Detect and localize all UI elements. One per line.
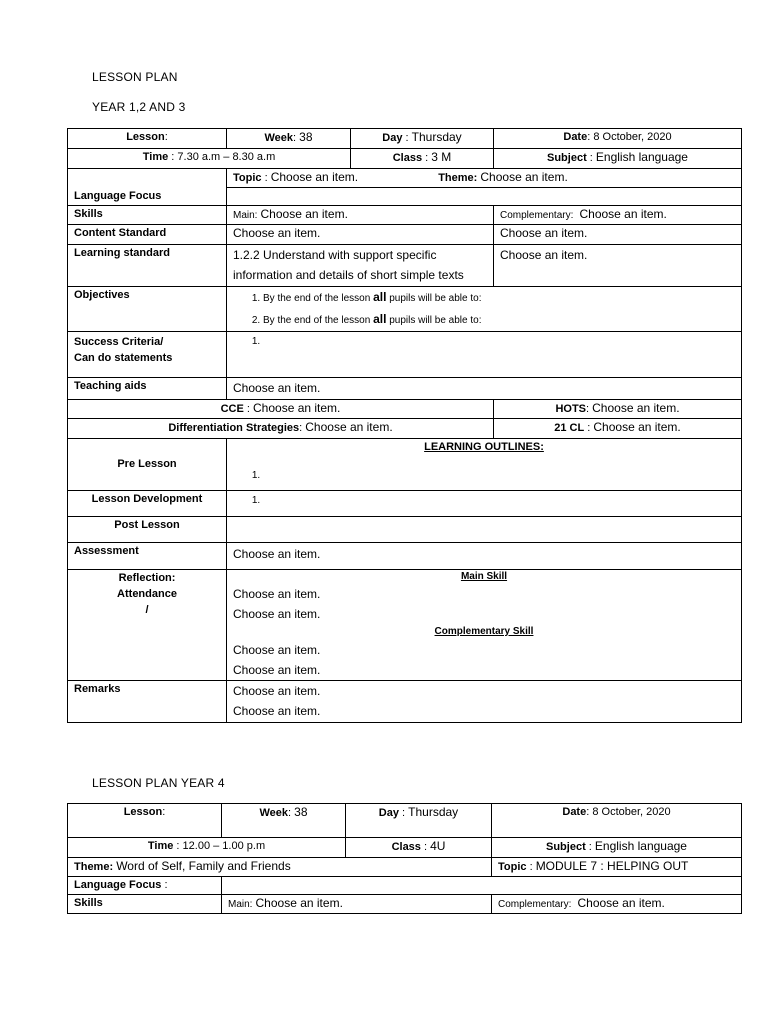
y4-day-cell: Day : Thursday <box>346 804 492 838</box>
week-cell: Week: 38 <box>227 129 351 149</box>
cce-value[interactable]: Choose an item. <box>253 401 341 415</box>
y4-header-row-1 <box>68 804 742 838</box>
assessment-row <box>68 543 742 570</box>
remarks-item[interactable]: Choose an item. <box>233 684 321 698</box>
remarks-label: Remarks <box>68 681 227 723</box>
content-standard-main[interactable]: Choose an item. <box>227 225 494 245</box>
language-focus-value <box>227 188 742 206</box>
success-criteria-row <box>68 332 742 378</box>
success-criteria-item <box>263 332 735 352</box>
objective-item: 2. By the end of the lesson all pupils will be able to: <box>263 309 735 331</box>
lesson-cell: Lesson: <box>68 129 227 149</box>
hots-cell: HOTS: Choose an item. <box>494 400 742 419</box>
lesson-development-row <box>68 491 742 517</box>
y4-skills-comp-cell: Complementary: Choose an item. <box>492 895 742 914</box>
post-lesson-row <box>68 517 742 543</box>
objectives-cell[interactable] <box>227 287 742 332</box>
objectives-label: Objectives <box>68 287 227 332</box>
differentiation-cell: Differentiation Strategies: Choose an item. <box>68 419 494 439</box>
remarks-row <box>68 681 742 723</box>
success-criteria-label: Success Criteria/ Can do statements <box>68 332 227 378</box>
pre-lesson-list <box>233 466 735 486</box>
post-lesson-label: Post Lesson <box>68 517 227 543</box>
success-criteria-cell[interactable] <box>227 332 742 378</box>
content-standard-row <box>68 225 742 245</box>
y4-topic-cell: Topic : MODULE 7 : HELPING OUT <box>492 858 742 877</box>
topic-value[interactable]: Choose an item. <box>270 170 359 184</box>
class-cell: Class : 3 M <box>351 149 494 169</box>
learning-standard-row <box>68 245 742 287</box>
cce-hots-row <box>68 400 742 419</box>
teaching-aids-value[interactable]: Choose an item. <box>227 378 742 400</box>
lesson-development-item <box>263 491 735 511</box>
pre-lesson-row <box>68 439 742 491</box>
y4-skills-main-value[interactable]: Choose an item. <box>255 896 343 910</box>
objectives-list <box>233 287 735 331</box>
lesson-plan-table-2 <box>67 803 742 914</box>
pre-lesson-cell[interactable] <box>227 439 742 491</box>
reflection-label-cell: Reflection: Attendance / <box>68 570 227 681</box>
y4-theme-value[interactable]: Word of Self, Family and Friends <box>116 859 291 873</box>
topic-theme-cell: Topic : Choose an item. Theme: Choose an item. <box>227 169 742 188</box>
date-cell: Date: 8 October, 2020 <box>494 129 742 149</box>
y4-week-cell: Week: 38 <box>222 804 346 838</box>
y4-subject-cell: Subject : English language <box>492 838 742 858</box>
topic-theme-row <box>68 169 742 188</box>
main-skill-item[interactable]: Choose an item. <box>233 607 321 621</box>
pre-lesson-label: Pre Lesson <box>68 439 227 491</box>
differentiation-value[interactable]: Choose an item. <box>305 420 393 434</box>
language-focus-label: Language Focus <box>68 188 227 206</box>
year4-heading: LESSON PLAN YEAR 4 <box>92 776 225 790</box>
learning-outlines-heading: LEARNING OUTLINES: <box>424 441 544 453</box>
skills-comp-value[interactable]: Choose an item. <box>579 207 667 221</box>
main-skill-heading: Main Skill <box>460 571 508 582</box>
assessment-label: Assessment <box>68 543 227 570</box>
language-focus-row <box>68 188 742 206</box>
y4-theme-topic-row <box>68 858 742 877</box>
pre-lesson-item <box>263 466 735 486</box>
lesson-development-cell[interactable] <box>227 491 742 517</box>
cl21-value[interactable]: Choose an item. <box>593 420 681 434</box>
comp-skill-item[interactable]: Choose an item. <box>233 663 321 677</box>
y4-language-focus-row <box>68 877 742 895</box>
skills-row <box>68 206 742 225</box>
skills-main-value[interactable]: Choose an item. <box>260 207 348 221</box>
lesson-development-list <box>233 491 735 511</box>
reflection-row <box>68 570 742 681</box>
content-standard-comp[interactable]: Choose an item. <box>494 225 742 245</box>
skills-main-cell: Main: Choose an item. <box>227 206 494 225</box>
main-skill-item[interactable]: Choose an item. <box>233 587 321 601</box>
lesson-plan-table-1 <box>67 128 742 723</box>
post-lesson-cell[interactable] <box>227 517 742 543</box>
learning-standard-label: Learning standard <box>68 245 227 287</box>
y4-skills-comp-value[interactable]: Choose an item. <box>577 896 665 910</box>
y4-language-focus-label: Language Focus : <box>68 877 222 895</box>
y4-time-cell: Time : 12.00 – 1.00 p.m <box>68 838 346 858</box>
differentiation-row <box>68 419 742 439</box>
hots-value[interactable]: Choose an item. <box>592 401 680 415</box>
y4-language-focus-value[interactable] <box>222 877 742 895</box>
theme-value[interactable]: Choose an item. <box>480 170 568 184</box>
y4-lesson-cell: Lesson: <box>68 804 222 838</box>
objectives-row <box>68 287 742 332</box>
learning-standard-main[interactable]: 1.2.2 Understand with support specific information and details of short simple texts <box>227 245 494 287</box>
teaching-aids-row <box>68 378 742 400</box>
learning-standard-comp[interactable]: Choose an item. <box>494 245 742 287</box>
year-heading: YEAR 1,2 AND 3 <box>92 100 186 114</box>
remarks-cell[interactable] <box>227 681 742 723</box>
y4-theme-cell: Theme: Word of Self, Family and Friends <box>68 858 492 877</box>
header-row-1 <box>68 129 742 149</box>
y4-skills-label: Skills <box>68 895 222 914</box>
comp-skill-heading: Complementary Skill <box>434 626 534 637</box>
blank-cell <box>68 169 227 188</box>
skills-label: Skills <box>68 206 227 225</box>
main-skill-list <box>233 584 735 624</box>
day-cell: Day : Thursday <box>351 129 494 149</box>
subject-cell: Subject : English language <box>494 149 742 169</box>
lesson-plan-heading: LESSON PLAN <box>92 70 178 84</box>
remarks-item[interactable]: Choose an item. <box>233 704 321 718</box>
cce-cell: CCE : Choose an item. <box>68 400 494 419</box>
skills-comp-cell: Complementary: Choose an item. <box>494 206 742 225</box>
lesson-development-label: Lesson Development <box>68 491 227 517</box>
content-standard-label: Content Standard <box>68 225 227 245</box>
reflection-cell[interactable] <box>227 570 742 681</box>
objective-item: 1. By the end of the lesson all pupils will be able to: <box>263 287 735 309</box>
y4-header-row-2 <box>68 838 742 858</box>
cl21-cell: 21 CL : Choose an item. <box>494 419 742 439</box>
header-row-2 <box>68 149 742 169</box>
assessment-value[interactable]: Choose an item. <box>227 543 742 570</box>
time-cell: Time : 7.30 a.m – 8.30 a.m <box>68 149 351 169</box>
y4-skills-row <box>68 895 742 914</box>
teaching-aids-label: Teaching aids <box>68 378 227 400</box>
y4-date-cell: Date: 8 October, 2020 <box>492 804 742 838</box>
y4-topic-value[interactable]: MODULE 7 : HELPING OUT <box>535 859 689 873</box>
comp-skill-list <box>233 640 735 680</box>
y4-class-cell: Class : 4U <box>346 838 492 858</box>
success-criteria-list <box>233 332 735 352</box>
y4-skills-main-cell: Main: Choose an item. <box>222 895 492 914</box>
comp-skill-item[interactable]: Choose an item. <box>233 643 321 657</box>
